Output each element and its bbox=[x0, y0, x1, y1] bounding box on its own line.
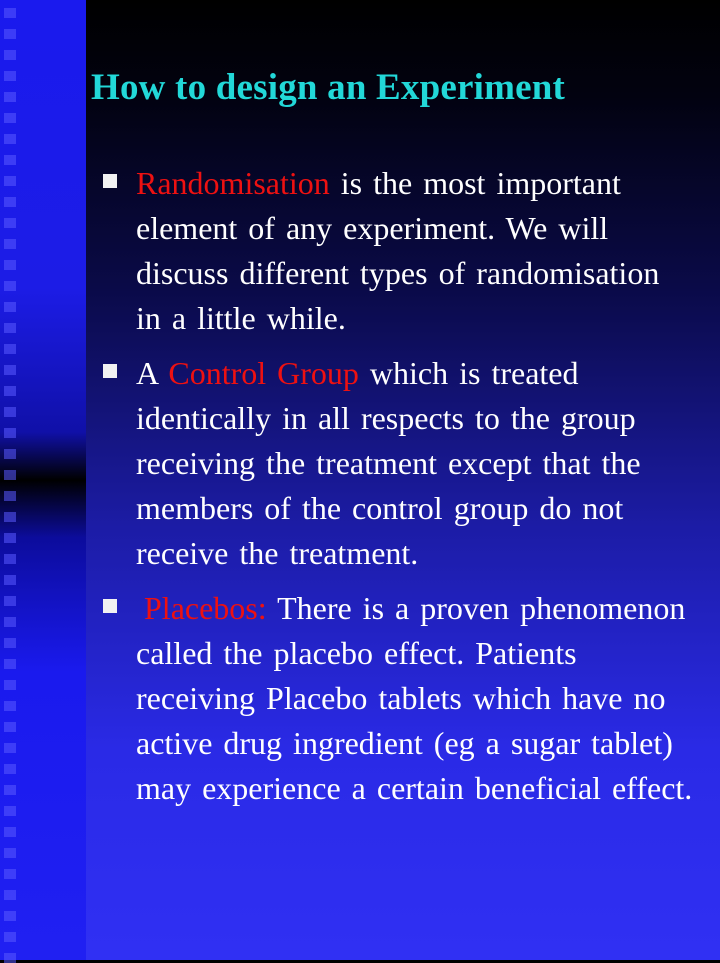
bullet-text-after: There is a proven phenomenon called the placebo effect. Patients receiving Placebo tablets which have no active drug ingredient (eg a sugar tablet) may experience a certain beneficial effect. bbox=[136, 590, 693, 806]
bullet-text-before: A bbox=[136, 355, 169, 391]
bullet-item-placebos bbox=[103, 586, 693, 811]
bullet-text-after: which is treated identically in all respects to the group receiving the treatment except that the members of the control group do not receive the treatment. bbox=[136, 355, 641, 571]
bullet-list bbox=[103, 161, 693, 821]
decorative-square bbox=[4, 260, 16, 270]
slide-title: How to design an Experiment bbox=[91, 67, 566, 108]
bullet-text bbox=[136, 586, 693, 811]
decorative-square bbox=[4, 953, 16, 963]
decorative-square bbox=[4, 176, 16, 186]
highlight-term: Placebos: bbox=[144, 590, 267, 626]
square-bullet-icon bbox=[103, 364, 117, 378]
left-decorative-bar bbox=[0, 0, 86, 960]
decorative-square bbox=[4, 92, 16, 102]
decorative-square bbox=[4, 470, 16, 480]
decorative-square bbox=[4, 911, 16, 921]
decorative-square bbox=[4, 827, 16, 837]
bullet-text bbox=[136, 351, 693, 576]
bullet-text-before bbox=[136, 590, 144, 626]
decorative-square bbox=[4, 512, 16, 522]
decorative-square bbox=[4, 386, 16, 396]
decorative-square bbox=[4, 449, 16, 459]
decorative-square bbox=[4, 155, 16, 165]
decorative-square bbox=[4, 890, 16, 900]
decorative-square bbox=[4, 722, 16, 732]
decorative-square bbox=[4, 50, 16, 60]
decorative-square bbox=[4, 491, 16, 501]
decorative-square bbox=[4, 806, 16, 816]
decorative-square bbox=[4, 680, 16, 690]
decorative-square bbox=[4, 701, 16, 711]
decorative-square bbox=[4, 785, 16, 795]
square-bullet-icon bbox=[103, 174, 117, 188]
decorative-square bbox=[4, 407, 16, 417]
decorative-square bbox=[4, 281, 16, 291]
decorative-square bbox=[4, 554, 16, 564]
decorative-square bbox=[4, 932, 16, 942]
decorative-square bbox=[4, 596, 16, 606]
highlight-term: Randomisation bbox=[136, 165, 330, 201]
decorative-square bbox=[4, 848, 16, 858]
decorative-square bbox=[4, 428, 16, 438]
decorative-square bbox=[4, 134, 16, 144]
decorative-square bbox=[4, 659, 16, 669]
square-bullet-icon bbox=[103, 599, 117, 613]
decorative-square bbox=[4, 344, 16, 354]
decorative-square bbox=[4, 8, 16, 18]
decorative-square bbox=[4, 638, 16, 648]
bullet-text-after: is the most important element of any experiment. We will discuss different types of randomisation in a little while. bbox=[136, 165, 660, 336]
left-bar-pattern bbox=[4, 0, 18, 960]
decorative-square bbox=[4, 218, 16, 228]
decorative-square bbox=[4, 323, 16, 333]
decorative-square bbox=[4, 71, 16, 81]
highlight-term: Control Group bbox=[168, 355, 359, 391]
bullet-item-randomisation bbox=[103, 161, 693, 341]
decorative-square bbox=[4, 869, 16, 879]
decorative-square bbox=[4, 302, 16, 312]
decorative-square bbox=[4, 239, 16, 249]
decorative-square bbox=[4, 575, 16, 585]
decorative-square bbox=[4, 533, 16, 543]
decorative-square bbox=[4, 617, 16, 627]
decorative-square bbox=[4, 29, 16, 39]
decorative-square bbox=[4, 197, 16, 207]
bullet-text bbox=[136, 161, 693, 341]
decorative-square bbox=[4, 365, 16, 375]
decorative-square bbox=[4, 113, 16, 123]
decorative-square bbox=[4, 764, 16, 774]
bullet-item-control-group bbox=[103, 351, 693, 576]
decorative-square bbox=[4, 743, 16, 753]
